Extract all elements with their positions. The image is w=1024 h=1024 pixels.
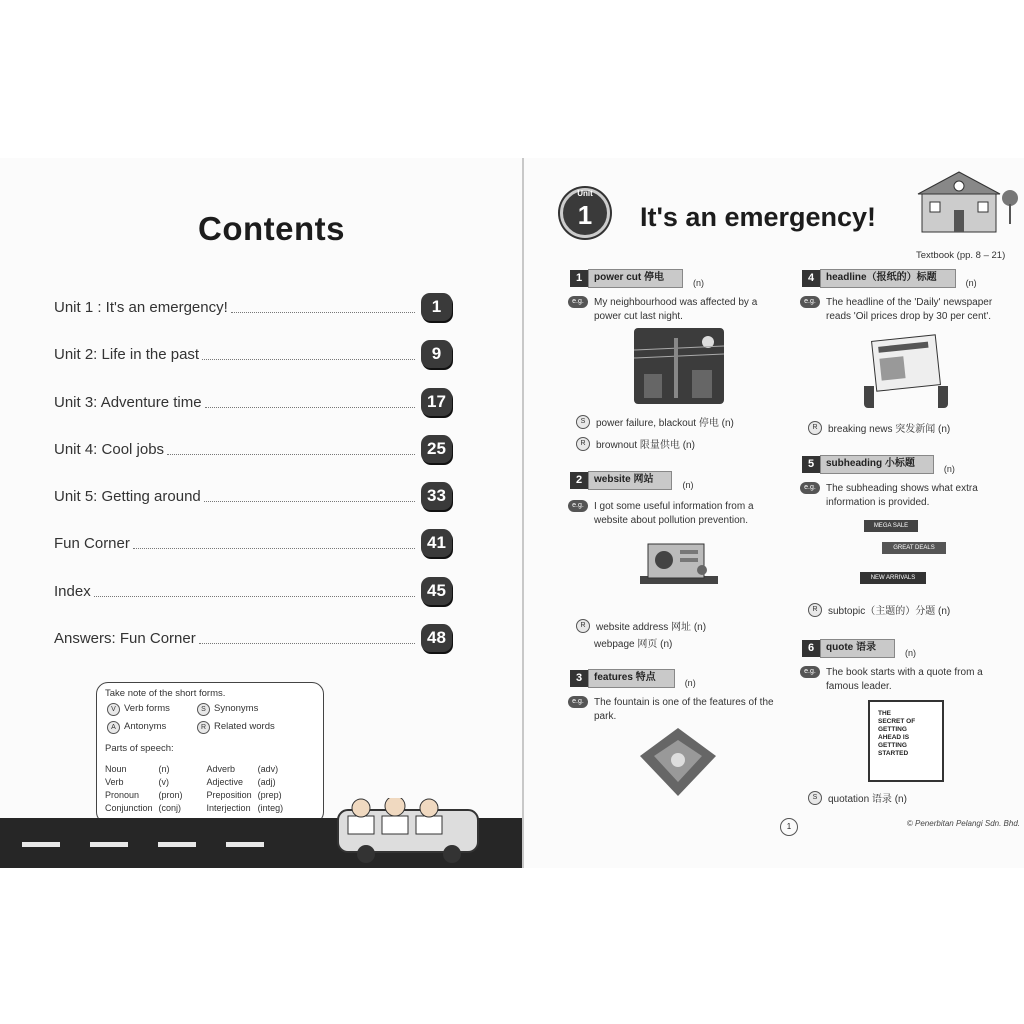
entry-heading <box>802 456 955 473</box>
entry-example: e.g. The subheading shows what extra information is provided. <box>800 482 1010 510</box>
contents-page <box>0 158 522 868</box>
school-building-icon <box>916 168 1020 238</box>
toc-dots <box>133 548 415 549</box>
entry-related: R subtopic（主题的）分题 (n) <box>808 602 950 617</box>
entry-number: 6 <box>802 640 820 657</box>
toc-item[interactable] <box>54 480 452 512</box>
power-cut-illustration <box>634 328 724 404</box>
unit-title: It's an emergency! <box>640 202 877 232</box>
contents-title: Contents <box>198 210 345 247</box>
entry-word: power cut 停电 <box>588 269 683 288</box>
entry-related: R brownout 限量供电 (n) <box>576 436 695 451</box>
newspaper-illustration <box>864 330 948 408</box>
entry-number: 3 <box>570 670 588 687</box>
entry-example: e.g. My neighbourhood was affected by a power cut last night. <box>568 296 778 324</box>
a-chip-icon: A <box>107 721 120 734</box>
toc-item[interactable] <box>54 433 452 465</box>
toc-page-badge: 25 <box>421 435 452 463</box>
toc-page-badge: 1 <box>421 293 452 321</box>
note-synonyms: S Synonyms <box>197 703 258 716</box>
toc-item-label: Unit 1 : It's an emergency! <box>54 298 228 316</box>
r-chip-icon: R <box>197 721 210 734</box>
toc-item-label: Answers: Fun Corner <box>54 629 196 647</box>
unit-badge: Unit 1 <box>560 188 610 238</box>
entry-heading <box>802 640 916 657</box>
toc-item-label: Unit 4: Cool jobs <box>54 440 165 458</box>
entry-heading <box>570 472 693 489</box>
entry-pos: (n) <box>682 479 694 490</box>
eg-icon: e.g. <box>568 500 588 512</box>
note-verb-forms: V Verb forms <box>107 703 170 716</box>
toc-item-label: Fun Corner <box>54 534 130 552</box>
entry-related: S quotation 语录 (n) <box>808 790 907 805</box>
pos-row: Pronoun (pron) Preposition (prep) <box>105 790 282 800</box>
pos-row: Noun (n) Adverb (adv) <box>105 764 279 774</box>
toc-dots <box>199 643 415 644</box>
toc-item[interactable] <box>54 291 452 323</box>
entry-related: R website address 网址 (n) <box>576 618 706 633</box>
toc-dots <box>202 359 415 360</box>
toc-page-badge: 33 <box>421 482 452 510</box>
toc-page-badge: 17 <box>421 388 452 416</box>
toc-page-badge: 41 <box>421 529 452 557</box>
toc-dots <box>167 454 415 455</box>
entry-pos: (n) <box>943 463 955 474</box>
copyright: © Penerbitan Pelangi Sdn. Bhd. <box>906 819 1020 828</box>
s-chip-icon: S <box>576 415 590 429</box>
toc-page-badge: 48 <box>421 624 452 652</box>
entry-number: 5 <box>802 456 820 473</box>
r-chip-icon: R <box>808 603 822 617</box>
subheading-tag: NEW ARRIVALS <box>860 572 926 584</box>
entry-word: subheading 小标题 <box>820 455 934 474</box>
pos-title: Parts of speech: <box>105 743 174 754</box>
toc-item-label: Unit 3: Adventure time <box>54 393 202 411</box>
entry-example: e.g. The book starts with a quote from a famous leader. <box>800 666 1010 694</box>
entry-heading <box>802 270 977 287</box>
eg-icon: e.g. <box>568 696 588 708</box>
toc-item[interactable] <box>54 622 452 654</box>
entry-related: R breaking news 突发新闻 (n) <box>808 420 950 435</box>
r-chip-icon: R <box>576 619 590 633</box>
unit-page <box>522 158 1024 868</box>
subheading-tag: MEGA SALE <box>864 520 918 532</box>
toc-dots <box>205 407 415 408</box>
toc-item[interactable] <box>54 386 452 418</box>
entry-number: 2 <box>570 472 588 489</box>
toc-item-label: Unit 2: Life in the past <box>54 345 200 363</box>
note-title: Take note of the short forms. <box>105 688 226 699</box>
toc-page-badge: 9 <box>421 340 452 368</box>
toc-item[interactable] <box>54 338 452 370</box>
entry-example: e.g. I got some useful information from a website about pollution prevention. <box>568 500 778 528</box>
toc-dots <box>231 312 415 313</box>
website-illustration <box>634 530 724 606</box>
park-illustration <box>638 726 718 798</box>
toc-dots <box>204 501 415 502</box>
toc-page-badge: 45 <box>421 577 452 605</box>
short-forms-note <box>96 682 324 824</box>
note-antonyms: A Antonyms <box>107 721 166 734</box>
s-chip-icon: S <box>808 791 822 805</box>
entry-pos: (n) <box>905 647 916 658</box>
entry-word: features 特点 <box>588 669 675 688</box>
note-related-words: R Related words <box>197 721 275 734</box>
subheading-tag: GREAT DEALS <box>882 542 946 554</box>
toc-item-label: Index <box>54 582 91 600</box>
parts-of-speech-table <box>105 763 289 815</box>
entry-example: e.g. The fountain is one of the features of the park. <box>568 696 778 724</box>
s-chip-icon: S <box>197 703 210 716</box>
entry-number: 1 <box>570 270 588 287</box>
eg-icon: e.g. <box>568 296 588 308</box>
eg-icon: e.g. <box>800 296 820 308</box>
entry-heading <box>570 670 696 687</box>
entry-heading <box>570 270 704 287</box>
quote-card <box>868 700 944 782</box>
entry-example: e.g. The headline of the 'Daily' newspaper reads 'Oil prices drop by 30 per cent'. <box>800 296 1010 324</box>
toc-item-label: Unit 5: Getting around <box>54 487 201 505</box>
toc-dots <box>94 596 415 597</box>
school-bus-icon <box>330 798 490 868</box>
textbook-ref: Textbook (pp. 8 – 21) <box>916 250 1006 261</box>
entry-related: webpage 网页 (n) <box>594 639 673 650</box>
toc-item[interactable] <box>54 575 452 607</box>
r-chip-icon: R <box>576 437 590 451</box>
entry-pos: (n) <box>684 677 696 688</box>
pos-row: Verb (v) Adjective (adj) <box>105 777 276 787</box>
entry-related: S power failure, blackout 停电 (n) <box>576 414 734 429</box>
entry-word: headline（报纸的）标题 <box>820 269 956 288</box>
entry-word: website 网站 <box>588 471 672 490</box>
eg-icon: e.g. <box>800 482 820 494</box>
eg-icon: e.g. <box>800 666 820 678</box>
r-chip-icon: R <box>808 421 822 435</box>
v-chip-icon: V <box>107 703 120 716</box>
quote-text: THE SECRET OF GETTING AHEAD IS GETTING STARTED <box>878 710 916 757</box>
toc-item[interactable] <box>54 527 452 559</box>
entry-word: quote 语录 <box>820 639 895 658</box>
entry-number: 4 <box>802 270 820 287</box>
entry-pos: (n) <box>693 277 705 288</box>
pos-row: Conjunction (conj) Interjection (integ) <box>105 803 284 813</box>
page-number: 1 <box>780 818 798 836</box>
entry-pos: (n) <box>965 277 977 288</box>
